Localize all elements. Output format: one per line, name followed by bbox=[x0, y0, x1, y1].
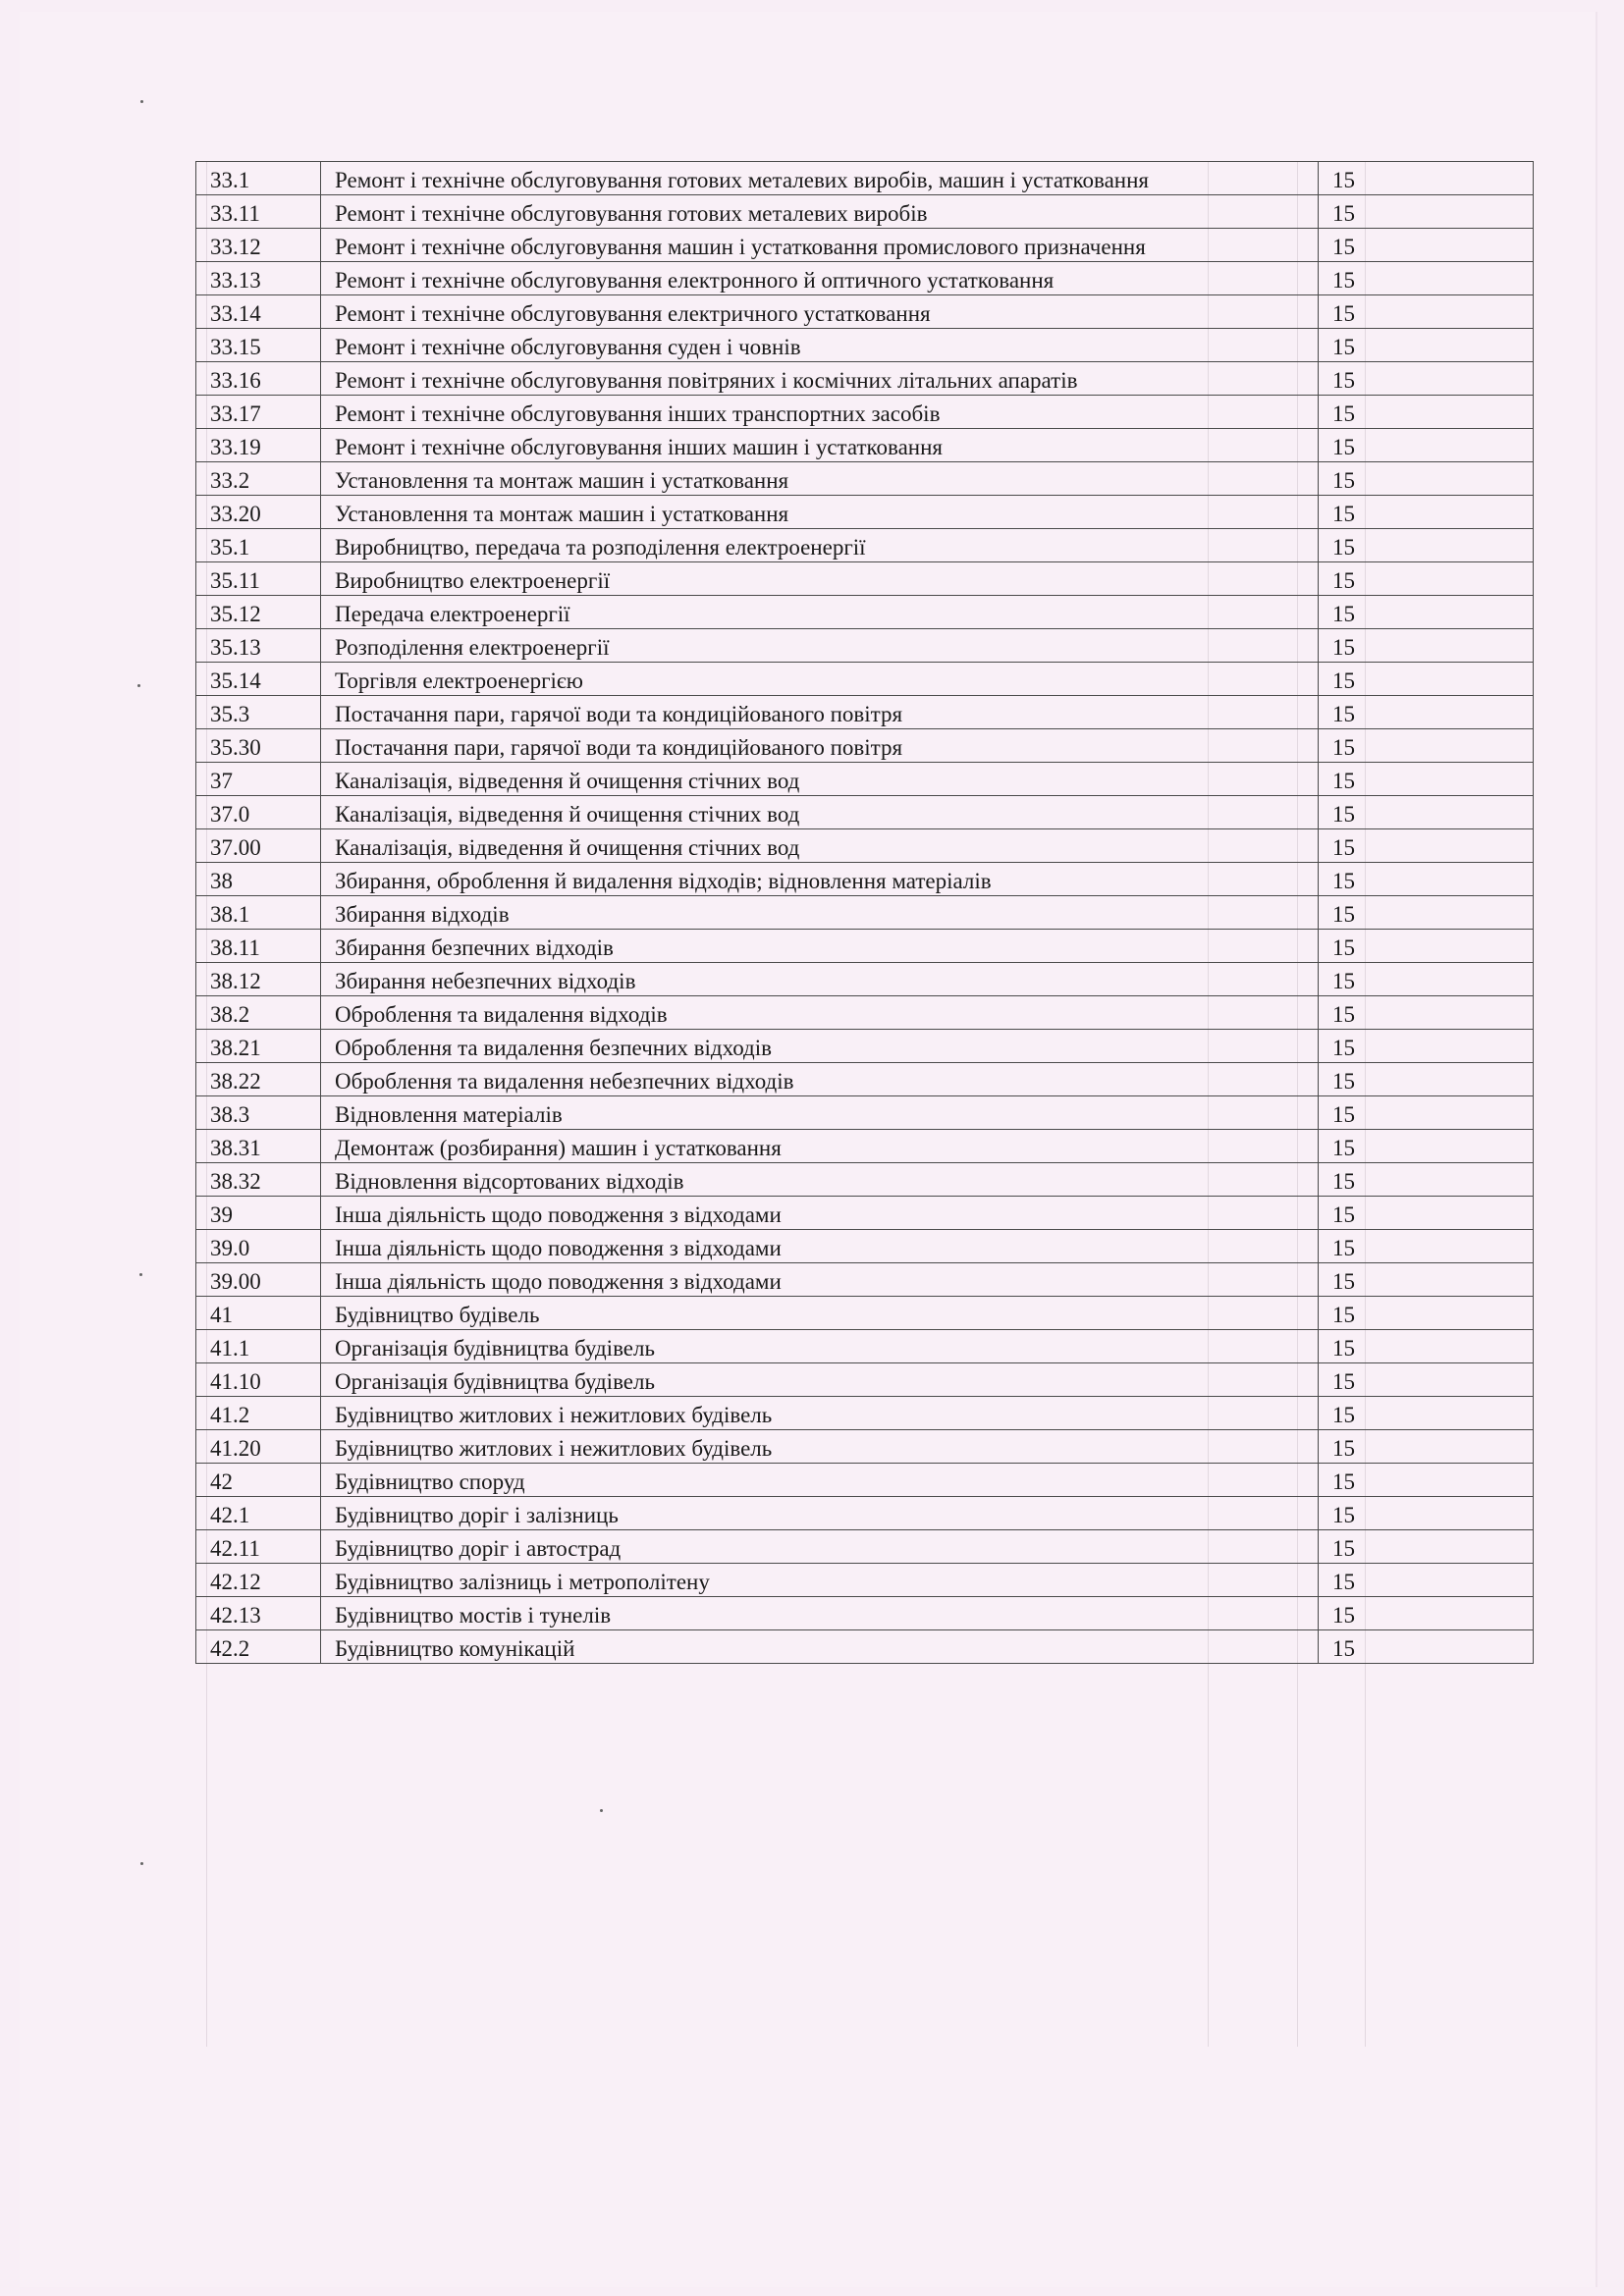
table-row bbox=[196, 896, 1534, 930]
row-code: 37 bbox=[196, 763, 321, 796]
table-row bbox=[196, 829, 1534, 863]
row-rate-value: 15 bbox=[1319, 1330, 1534, 1363]
row-rate-value: 15 bbox=[1319, 796, 1534, 829]
row-code: 38.12 bbox=[196, 963, 321, 996]
row-activity-name: Збирання відходів bbox=[321, 896, 1319, 930]
table-body bbox=[196, 162, 1534, 1664]
row-code: 38.22 bbox=[196, 1063, 321, 1096]
table-row bbox=[196, 1363, 1534, 1397]
table-row bbox=[196, 1030, 1534, 1063]
row-code: 35.1 bbox=[196, 529, 321, 562]
table-row bbox=[196, 329, 1534, 362]
row-activity-name: Ремонт і технічне обслуговування суден і човнів bbox=[321, 329, 1319, 362]
row-code: 42.12 bbox=[196, 1564, 321, 1597]
row-code: 42.2 bbox=[196, 1630, 321, 1664]
row-code: 33.19 bbox=[196, 429, 321, 462]
table-row bbox=[196, 963, 1534, 996]
speck bbox=[140, 100, 143, 103]
row-activity-name: Виробництво електроенергії bbox=[321, 562, 1319, 596]
row-code: 33.20 bbox=[196, 496, 321, 529]
table-row bbox=[196, 729, 1534, 763]
table-row bbox=[196, 1630, 1534, 1664]
table-row bbox=[196, 1163, 1534, 1197]
row-activity-name: Будівництво доріг і залізниць bbox=[321, 1497, 1319, 1530]
table-row bbox=[196, 663, 1534, 696]
row-code: 41.20 bbox=[196, 1430, 321, 1464]
table-row bbox=[196, 1330, 1534, 1363]
table-row bbox=[196, 1530, 1534, 1564]
table-row bbox=[196, 195, 1534, 229]
table-row bbox=[196, 1397, 1534, 1430]
row-code: 33.11 bbox=[196, 195, 321, 229]
table-row bbox=[196, 162, 1534, 195]
row-code: 35.30 bbox=[196, 729, 321, 763]
speck bbox=[139, 1273, 142, 1276]
table-row bbox=[196, 696, 1534, 729]
row-rate-value: 15 bbox=[1319, 696, 1534, 729]
row-code: 33.14 bbox=[196, 295, 321, 329]
row-rate-value: 15 bbox=[1319, 1197, 1534, 1230]
row-rate-value: 15 bbox=[1319, 1630, 1534, 1664]
row-rate-value: 15 bbox=[1319, 1430, 1534, 1464]
row-code: 38.21 bbox=[196, 1030, 321, 1063]
row-activity-name: Ремонт і технічне обслуговування повітряних і космічних літальних апаратів bbox=[321, 362, 1319, 396]
row-rate-value: 15 bbox=[1319, 1597, 1534, 1630]
row-rate-value: 15 bbox=[1319, 562, 1534, 596]
table-row bbox=[196, 1564, 1534, 1597]
row-code: 35.11 bbox=[196, 562, 321, 596]
row-code: 33.12 bbox=[196, 229, 321, 262]
row-rate-value: 15 bbox=[1319, 229, 1534, 262]
row-activity-name: Збирання, оброблення й видалення відходів; відновлення матеріалів bbox=[321, 863, 1319, 896]
row-rate-value: 15 bbox=[1319, 195, 1534, 229]
row-code: 33.15 bbox=[196, 329, 321, 362]
row-activity-name: Оброблення та видалення відходів bbox=[321, 996, 1319, 1030]
row-rate-value: 15 bbox=[1319, 763, 1534, 796]
row-activity-name: Відновлення відсортованих відходів bbox=[321, 1163, 1319, 1197]
row-rate-value: 15 bbox=[1319, 1096, 1534, 1130]
table-row bbox=[196, 796, 1534, 829]
row-rate-value: 15 bbox=[1319, 896, 1534, 930]
row-code: 33.13 bbox=[196, 262, 321, 295]
row-code: 35.14 bbox=[196, 663, 321, 696]
row-rate-value: 15 bbox=[1319, 996, 1534, 1030]
row-activity-name: Демонтаж (розбирання) машин і устатковання bbox=[321, 1130, 1319, 1163]
row-code: 41.10 bbox=[196, 1363, 321, 1397]
row-activity-name: Ремонт і технічне обслуговування інших машин і устатковання bbox=[321, 429, 1319, 462]
row-code: 33.17 bbox=[196, 396, 321, 429]
row-activity-name: Постачання пари, гарячої води та кондиційованого повітря bbox=[321, 729, 1319, 763]
row-rate-value: 15 bbox=[1319, 663, 1534, 696]
row-rate-value: 15 bbox=[1319, 963, 1534, 996]
table-row bbox=[196, 1430, 1534, 1464]
table-row bbox=[196, 429, 1534, 462]
row-activity-name: Збирання небезпечних відходів bbox=[321, 963, 1319, 996]
row-rate-value: 15 bbox=[1319, 462, 1534, 496]
row-code: 37.00 bbox=[196, 829, 321, 863]
row-code: 38.11 bbox=[196, 930, 321, 963]
table-row bbox=[196, 1230, 1534, 1263]
activity-codes-table bbox=[195, 161, 1534, 1664]
row-rate-value: 15 bbox=[1319, 1030, 1534, 1063]
table-row bbox=[196, 462, 1534, 496]
row-activity-name: Будівництво мостів і тунелів bbox=[321, 1597, 1319, 1630]
row-activity-name: Ремонт і технічне обслуговування електричного устатковання bbox=[321, 295, 1319, 329]
table-row bbox=[196, 763, 1534, 796]
row-activity-name: Виробництво, передача та розподілення електроенергії bbox=[321, 529, 1319, 562]
row-rate-value: 15 bbox=[1319, 629, 1534, 663]
speck bbox=[137, 684, 140, 687]
row-activity-name: Відновлення матеріалів bbox=[321, 1096, 1319, 1130]
row-code: 38.32 bbox=[196, 1163, 321, 1197]
row-code: 39.00 bbox=[196, 1263, 321, 1297]
row-activity-name: Ремонт і технічне обслуговування інших транспортних засобів bbox=[321, 396, 1319, 429]
row-activity-name: Оброблення та видалення безпечних відходів bbox=[321, 1030, 1319, 1063]
row-activity-name: Будівництво будівель bbox=[321, 1297, 1319, 1330]
row-code: 35.3 bbox=[196, 696, 321, 729]
table-row bbox=[196, 863, 1534, 896]
row-activity-name: Ремонт і технічне обслуговування електронного й оптичного устатковання bbox=[321, 262, 1319, 295]
row-code: 41 bbox=[196, 1297, 321, 1330]
table-row bbox=[196, 1096, 1534, 1130]
row-code: 38.3 bbox=[196, 1096, 321, 1130]
row-code: 42 bbox=[196, 1464, 321, 1497]
row-rate-value: 15 bbox=[1319, 596, 1534, 629]
row-activity-name: Будівництво залізниць і метрополітену bbox=[321, 1564, 1319, 1597]
table-row bbox=[196, 596, 1534, 629]
row-activity-name: Будівництво споруд bbox=[321, 1464, 1319, 1497]
row-rate-value: 15 bbox=[1319, 1363, 1534, 1397]
row-activity-name: Будівництво житлових і нежитлових будівель bbox=[321, 1430, 1319, 1464]
row-activity-name: Інша діяльність щодо поводження з відходами bbox=[321, 1197, 1319, 1230]
row-code: 37.0 bbox=[196, 796, 321, 829]
table-row bbox=[196, 496, 1534, 529]
row-rate-value: 15 bbox=[1319, 1564, 1534, 1597]
row-code: 42.13 bbox=[196, 1597, 321, 1630]
row-code: 35.12 bbox=[196, 596, 321, 629]
table-row bbox=[196, 1464, 1534, 1497]
row-code: 33.2 bbox=[196, 462, 321, 496]
table-row bbox=[196, 362, 1534, 396]
row-activity-name: Розподілення електроенергії bbox=[321, 629, 1319, 663]
table-row bbox=[196, 295, 1534, 329]
row-code: 33.1 bbox=[196, 162, 321, 195]
row-activity-name: Установлення та монтаж машин і устатковання bbox=[321, 462, 1319, 496]
row-code: 41.2 bbox=[196, 1397, 321, 1430]
row-code: 38 bbox=[196, 863, 321, 896]
row-activity-name: Інша діяльність щодо поводження з відходами bbox=[321, 1230, 1319, 1263]
table-row bbox=[196, 1497, 1534, 1530]
row-code: 33.16 bbox=[196, 362, 321, 396]
table-row bbox=[196, 930, 1534, 963]
row-rate-value: 15 bbox=[1319, 1297, 1534, 1330]
row-activity-name: Каналізація, відведення й очищення стічних вод bbox=[321, 829, 1319, 863]
row-rate-value: 15 bbox=[1319, 1464, 1534, 1497]
row-activity-name: Передача електроенергії bbox=[321, 596, 1319, 629]
row-rate-value: 15 bbox=[1319, 930, 1534, 963]
row-activity-name: Постачання пари, гарячої води та кондиційованого повітря bbox=[321, 696, 1319, 729]
row-code: 42.1 bbox=[196, 1497, 321, 1530]
row-activity-name: Будівництво житлових і нежитлових будівель bbox=[321, 1397, 1319, 1430]
row-rate-value: 15 bbox=[1319, 329, 1534, 362]
row-rate-value: 15 bbox=[1319, 162, 1534, 195]
table-row bbox=[196, 229, 1534, 262]
table-row bbox=[196, 1063, 1534, 1096]
row-rate-value: 15 bbox=[1319, 1163, 1534, 1197]
row-rate-value: 15 bbox=[1319, 1497, 1534, 1530]
table-row bbox=[196, 562, 1534, 596]
table-row bbox=[196, 396, 1534, 429]
row-activity-name: Оброблення та видалення небезпечних відходів bbox=[321, 1063, 1319, 1096]
row-activity-name: Будівництво доріг і автострад bbox=[321, 1530, 1319, 1564]
table-row bbox=[196, 1297, 1534, 1330]
row-activity-name: Ремонт і технічне обслуговування готових металевих виробів, машин і устатковання bbox=[321, 162, 1319, 195]
row-code: 39 bbox=[196, 1197, 321, 1230]
table-row bbox=[196, 1263, 1534, 1297]
row-activity-name: Каналізація, відведення й очищення стічних вод bbox=[321, 763, 1319, 796]
table-row bbox=[196, 996, 1534, 1030]
row-rate-value: 15 bbox=[1319, 829, 1534, 863]
row-activity-name: Торгівля електроенергією bbox=[321, 663, 1319, 696]
row-activity-name: Інша діяльність щодо поводження з відходами bbox=[321, 1263, 1319, 1297]
row-rate-value: 15 bbox=[1319, 1530, 1534, 1564]
row-rate-value: 15 bbox=[1319, 429, 1534, 462]
row-code: 38.2 bbox=[196, 996, 321, 1030]
table-row bbox=[196, 262, 1534, 295]
row-rate-value: 15 bbox=[1319, 529, 1534, 562]
row-activity-name: Збирання безпечних відходів bbox=[321, 930, 1319, 963]
row-code: 38.1 bbox=[196, 896, 321, 930]
row-rate-value: 15 bbox=[1319, 362, 1534, 396]
row-rate-value: 15 bbox=[1319, 262, 1534, 295]
row-rate-value: 15 bbox=[1319, 1063, 1534, 1096]
row-code: 42.11 bbox=[196, 1530, 321, 1564]
row-code: 41.1 bbox=[196, 1330, 321, 1363]
speck bbox=[140, 1862, 143, 1865]
row-rate-value: 15 bbox=[1319, 496, 1534, 529]
row-rate-value: 15 bbox=[1319, 729, 1534, 763]
row-activity-name: Установлення та монтаж машин і устатковання bbox=[321, 496, 1319, 529]
table-row bbox=[196, 1197, 1534, 1230]
row-activity-name: Каналізація, відведення й очищення стічних вод bbox=[321, 796, 1319, 829]
row-code: 38.31 bbox=[196, 1130, 321, 1163]
row-activity-name: Ремонт і технічне обслуговування машин і устатковання промислового призначення bbox=[321, 229, 1319, 262]
row-activity-name: Ремонт і технічне обслуговування готових металевих виробів bbox=[321, 195, 1319, 229]
row-rate-value: 15 bbox=[1319, 396, 1534, 429]
row-activity-name: Організація будівництва будівель bbox=[321, 1363, 1319, 1397]
row-rate-value: 15 bbox=[1319, 295, 1534, 329]
row-activity-name: Будівництво комунікацій bbox=[321, 1630, 1319, 1664]
row-code: 35.13 bbox=[196, 629, 321, 663]
row-rate-value: 15 bbox=[1319, 1397, 1534, 1430]
row-rate-value: 15 bbox=[1319, 1130, 1534, 1163]
row-rate-value: 15 bbox=[1319, 863, 1534, 896]
table-row bbox=[196, 1597, 1534, 1630]
row-rate-value: 15 bbox=[1319, 1230, 1534, 1263]
row-code: 39.0 bbox=[196, 1230, 321, 1263]
table-row bbox=[196, 529, 1534, 562]
table-row bbox=[196, 1130, 1534, 1163]
row-activity-name: Організація будівництва будівель bbox=[321, 1330, 1319, 1363]
speck bbox=[600, 1809, 603, 1812]
row-rate-value: 15 bbox=[1319, 1263, 1534, 1297]
table-row bbox=[196, 629, 1534, 663]
